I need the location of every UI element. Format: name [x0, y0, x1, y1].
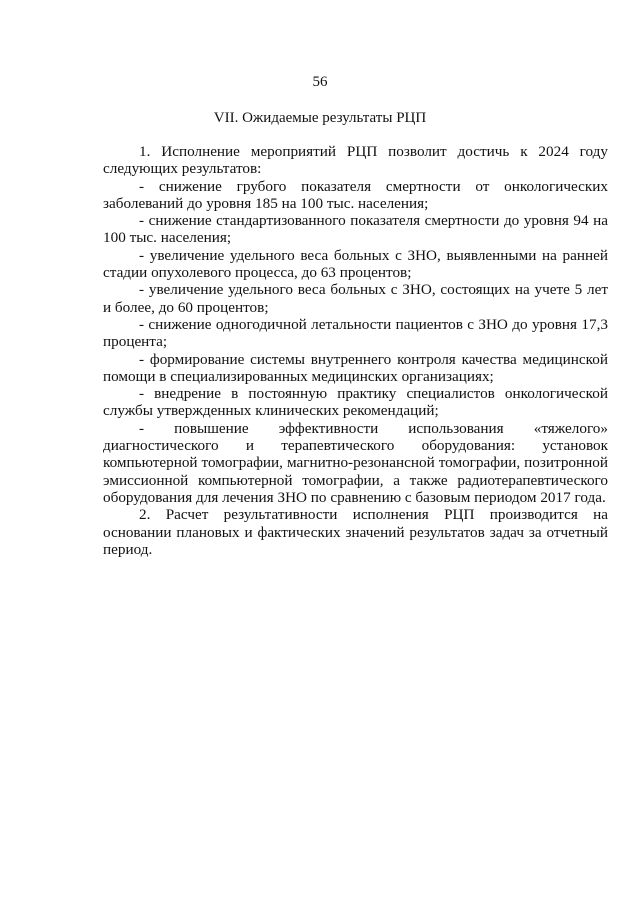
list-item: - внедрение в постоянную практику специалистов онкологической службы утвержденных клинических рекомендаций;: [103, 385, 608, 420]
list-item: - повышение эффективности использования «тяжелого» диагностического и терапевтического оборудования: установок компьютерной томографии, магнитно-резонансной томографии, позитронной эмиссионной компьютерной томографии, а также радиотерапевтического оборудования для лечения ЗНО по сравнению с базовым периодом 2017 года.: [103, 419, 608, 506]
list-item: - увеличение удельного веса больных с ЗНО, состоящих на учете 5 лет и более, до 60 процентов;: [103, 281, 608, 316]
list-item: - снижение грубого показателя смертности от онкологических заболеваний до уровня 185 на 100 тыс. населения;: [103, 177, 608, 212]
document-body: [103, 143, 608, 558]
paragraph-intro: 1. Исполнение мероприятий РЦП позволит достичь к 2024 году следующих результатов:: [103, 143, 608, 178]
list-item: - снижение одногодичной летальности пациентов с ЗНО до уровня 17,3 процента;: [103, 315, 608, 351]
list-item: - увеличение удельного веса больных с ЗНО, выявленными на ранней стадии опухолевого процесса, до 63 процентов;: [103, 246, 608, 282]
paragraph-calculation: 2. Расчет результативности исполнения РЦП производится на основании плановых и фактических значений результатов задач за отчетный период.: [103, 506, 608, 558]
list-item: - снижение стандартизованного показателя смертности до уровня 94 на 100 тыс. населения;: [103, 212, 608, 247]
list-item: - формирование системы внутреннего контроля качества медицинской помощи в специализированных медицинских организациях;: [103, 350, 608, 385]
page-number: 56: [312, 74, 328, 90]
section-heading: VII. Ожидаемые результаты РЦП: [213, 110, 427, 126]
